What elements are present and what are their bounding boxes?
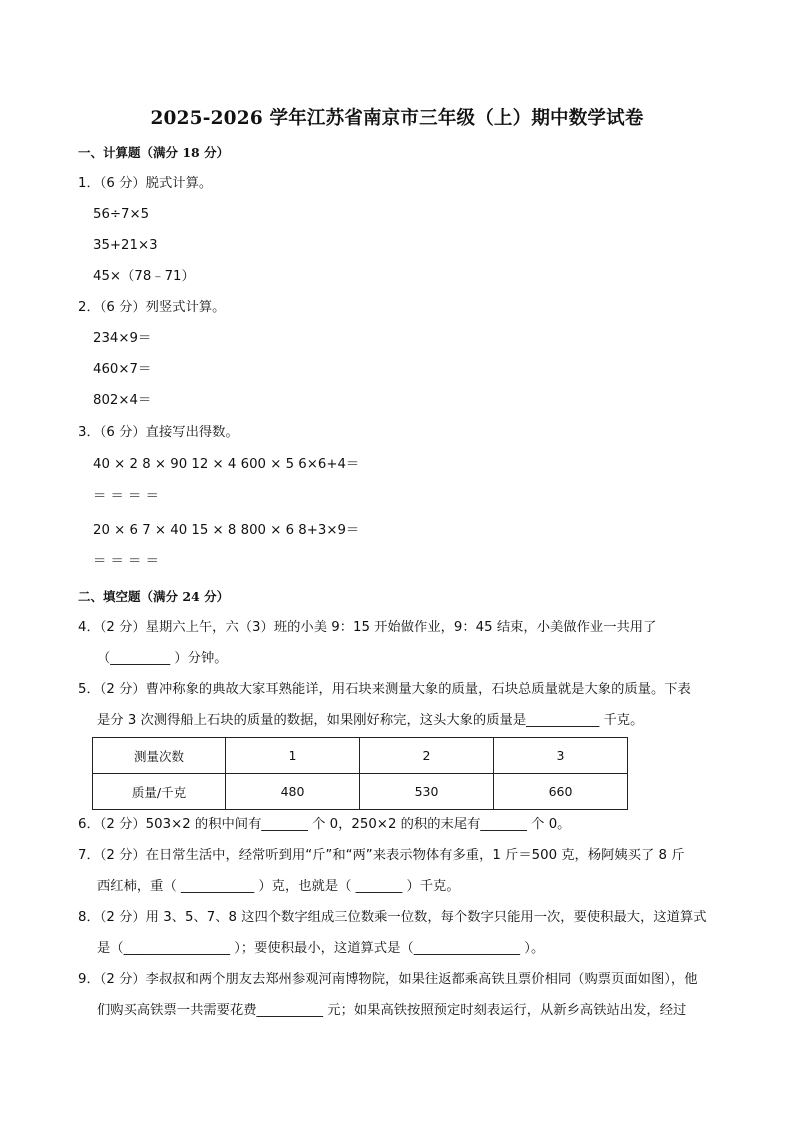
table-cell: 660 [494, 774, 628, 810]
elephant-mass-table [92, 737, 628, 810]
question-3-row: 20 × 6 7 × 40 15 × 8 800 × 6 8+3×9＝ [93, 523, 360, 538]
table-row [93, 738, 628, 774]
section-heading-fill-in: 二、填空题（满分 24 分） [78, 589, 230, 604]
question-3-row: 40 × 2 8 × 90 12 × 4 600 × 5 6×6+4＝ [93, 457, 360, 472]
table-cell: 3 [494, 738, 628, 774]
question-6-line: 6．（2 分）503×2 的积中间有_______ 个 0，250×2 的积的末尾有_______ 个 0。 [78, 817, 571, 832]
question-1-item: 35+21×3 [93, 238, 158, 253]
question-4-line: （_________ ）分钟。 [97, 651, 228, 666]
question-4-line: 4．（2 分）星期六上午，六（3）班的小美 9：15 开始做作业，9：45 结束，小美做作业一共用了 [78, 620, 657, 635]
table-cell: 480 [226, 774, 360, 810]
table-cell: 530 [360, 774, 494, 810]
question-8-line: 是（________________ ）；要使积最小，这道算式是（________________ ）。 [97, 941, 545, 956]
question-2-heading: 2．（6 分）列竖式计算。 [78, 300, 226, 315]
question-9-line: 9．（2 分）李叔叔和两个朋友去郑州参观河南博物院，如果往返都乘高铁且票价相同（购票页面如图），他 [78, 972, 698, 987]
table-row [93, 774, 628, 810]
table-cell: 测量次数 [93, 738, 226, 774]
question-3-row-answers: ＝ ＝ ＝ ＝ [93, 554, 159, 569]
question-3-heading: 3．（6 分）直接写出得数。 [78, 425, 239, 440]
question-2-item: 234×9＝ [93, 331, 152, 346]
section-heading-calculation: 一、计算题（满分 18 分） [78, 145, 230, 160]
table-cell: 1 [226, 738, 360, 774]
question-1-item: 45×（78﹣71） [93, 269, 195, 284]
question-7-line: 西红柿，重（ ___________ ）克，也就是（ _______ ）千克。 [97, 879, 460, 894]
question-3-row-answers: ＝ ＝ ＝ ＝ [93, 489, 159, 504]
question-5-line: 是分 3 次测得船上石块的质量的数据，如果刚好称完，这头大象的质量是___________ 千克。 [97, 713, 644, 728]
question-7-line: 7．（2 分）在日常生活中，经常听到用“斤”和“两”来表示物体有多重，1 斤＝500 克，杨阿姨买了 8 斤 [78, 848, 685, 863]
question-1-item: 56÷7×5 [93, 207, 150, 222]
question-9-line: 们购买高铁票一共需要花费__________ 元；如果高铁按照预定时刻表运行，从新乡高铁站出发，经过 [97, 1003, 687, 1018]
question-1-heading: 1．（6 分）脱式计算。 [78, 176, 213, 191]
page-title: 2025-2026 学年江苏省南京市三年级（上）期中数学试卷 [150, 108, 644, 129]
question-2-item: 460×7＝ [93, 362, 152, 377]
table-cell: 质量/千克 [93, 774, 226, 810]
question-8-line: 8．（2 分）用 3、5、7、8 这四个数字组成三位数乘一位数，每个数字只能用一次，要使积最大，这道算式 [78, 910, 707, 925]
question-5-line: 5．（2 分）曹冲称象的典故大家耳熟能详，用石块来测量大象的质量，石块总质量就是大象的质量。下表 [78, 682, 691, 697]
question-2-item: 802×4＝ [93, 393, 152, 408]
table-cell: 2 [360, 738, 494, 774]
